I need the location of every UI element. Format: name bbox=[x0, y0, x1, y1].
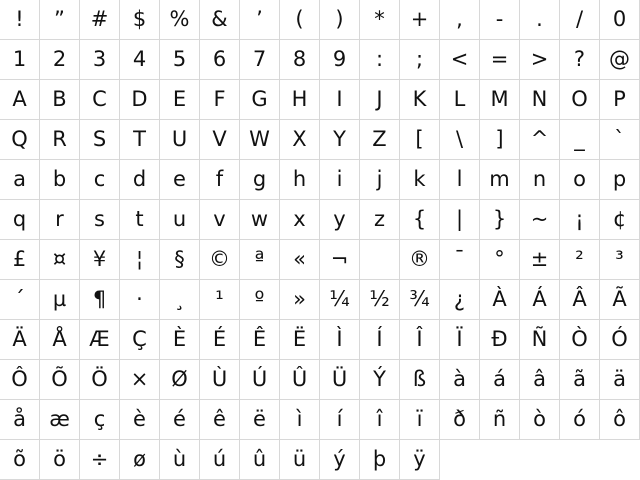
glyph-cell[interactable]: L bbox=[440, 80, 480, 120]
glyph-cell[interactable]: 8 bbox=[280, 40, 320, 80]
glyph-cell[interactable] bbox=[360, 240, 400, 280]
glyph-cell[interactable]: ³ bbox=[600, 240, 640, 280]
glyph-cell[interactable]: K bbox=[400, 80, 440, 120]
glyph-cell[interactable]: 5 bbox=[160, 40, 200, 80]
glyph-cell[interactable]: ¶ bbox=[80, 280, 120, 320]
glyph-cell[interactable]: b bbox=[40, 160, 80, 200]
glyph-cell[interactable]: § bbox=[160, 240, 200, 280]
glyph-cell[interactable]: d bbox=[120, 160, 160, 200]
glyph-cell[interactable]: M bbox=[480, 80, 520, 120]
glyph-cell[interactable]: Ç bbox=[120, 320, 160, 360]
glyph-cell[interactable]: 9 bbox=[320, 40, 360, 80]
empty-cell bbox=[560, 440, 600, 480]
glyph-cell[interactable]: Â bbox=[560, 280, 600, 320]
glyph-cell[interactable]: Ô bbox=[0, 360, 40, 400]
glyph-cell[interactable]: Ì bbox=[320, 320, 360, 360]
empty-cell bbox=[600, 440, 640, 480]
glyph-cell[interactable]: ´ bbox=[0, 280, 40, 320]
glyph-cell[interactable]: £ bbox=[0, 240, 40, 280]
glyph-cell[interactable]: C bbox=[80, 80, 120, 120]
glyph-cell[interactable]: í bbox=[320, 400, 360, 440]
glyph-cell[interactable]: S bbox=[80, 120, 120, 160]
glyph-cell[interactable]: ¸ bbox=[160, 280, 200, 320]
glyph-cell[interactable]: ¼ bbox=[320, 280, 360, 320]
glyph-cell[interactable]: · bbox=[120, 280, 160, 320]
glyph-cell[interactable]: Ë bbox=[280, 320, 320, 360]
glyph-cell[interactable]: Õ bbox=[40, 360, 80, 400]
glyph-cell[interactable]: Ä bbox=[0, 320, 40, 360]
glyph-cell[interactable]: º bbox=[240, 280, 280, 320]
glyph-cell[interactable]: e bbox=[160, 160, 200, 200]
glyph-cell[interactable]: F bbox=[200, 80, 240, 120]
glyph-cell[interactable]: y bbox=[320, 200, 360, 240]
glyph-cell[interactable]: ® bbox=[400, 240, 440, 280]
glyph-cell[interactable]: ¿ bbox=[440, 280, 480, 320]
glyph-cell[interactable]: Ú bbox=[240, 360, 280, 400]
glyph-cell[interactable]: E bbox=[160, 80, 200, 120]
glyph-cell[interactable]: ¬ bbox=[320, 240, 360, 280]
glyph-cell[interactable]: ) bbox=[320, 0, 360, 40]
glyph-cell[interactable]: . bbox=[520, 0, 560, 40]
glyph-cell[interactable]: ? bbox=[560, 40, 600, 80]
glyph-cell[interactable]: ó bbox=[560, 400, 600, 440]
glyph-cell[interactable]: - bbox=[480, 0, 520, 40]
glyph-cell[interactable]: l bbox=[440, 160, 480, 200]
glyph-cell[interactable]: ï bbox=[400, 400, 440, 440]
glyph-cell[interactable]: r bbox=[40, 200, 80, 240]
glyph-cell[interactable]: Ö bbox=[80, 360, 120, 400]
glyph-cell[interactable]: ø bbox=[120, 440, 160, 480]
glyph-cell[interactable]: ~ bbox=[520, 200, 560, 240]
glyph-cell[interactable]: G bbox=[240, 80, 280, 120]
glyph-cell[interactable]: $ bbox=[120, 0, 160, 40]
glyph-cell[interactable]: z bbox=[360, 200, 400, 240]
glyph-cell[interactable]: Ù bbox=[200, 360, 240, 400]
glyph-cell[interactable]: Ò bbox=[560, 320, 600, 360]
glyph-cell[interactable]: w bbox=[240, 200, 280, 240]
glyph-cell[interactable]: å bbox=[0, 400, 40, 440]
glyph-cell[interactable]: ß bbox=[400, 360, 440, 400]
glyph-cell[interactable]: ò bbox=[520, 400, 560, 440]
glyph-cell[interactable]: * bbox=[360, 0, 400, 40]
glyph-cell[interactable]: ; bbox=[400, 40, 440, 80]
glyph-cell[interactable]: R bbox=[40, 120, 80, 160]
glyph-cell[interactable]: / bbox=[560, 0, 600, 40]
glyph-cell[interactable]: ý bbox=[320, 440, 360, 480]
glyph-cell[interactable]: H bbox=[280, 80, 320, 120]
glyph-cell[interactable]: , bbox=[440, 0, 480, 40]
glyph-cell[interactable]: I bbox=[320, 80, 360, 120]
glyph-cell[interactable]: ô bbox=[600, 400, 640, 440]
glyph-cell[interactable]: t bbox=[120, 200, 160, 240]
glyph-cell[interactable]: k bbox=[400, 160, 440, 200]
glyph-cell[interactable]: > bbox=[520, 40, 560, 80]
glyph-cell[interactable]: # bbox=[80, 0, 120, 40]
glyph-cell[interactable]: ’ bbox=[240, 0, 280, 40]
glyph-cell[interactable]: p bbox=[600, 160, 640, 200]
glyph-cell[interactable]: ù bbox=[160, 440, 200, 480]
glyph-cell[interactable]: â bbox=[520, 360, 560, 400]
glyph-cell[interactable]: Î bbox=[400, 320, 440, 360]
glyph-cell[interactable]: ½ bbox=[360, 280, 400, 320]
empty-cell bbox=[480, 440, 520, 480]
glyph-cell[interactable]: ¾ bbox=[400, 280, 440, 320]
glyph-cell[interactable]: ! bbox=[0, 0, 40, 40]
glyph-cell[interactable]: u bbox=[160, 200, 200, 240]
glyph-cell[interactable]: ( bbox=[280, 0, 320, 40]
glyph-cell[interactable]: & bbox=[200, 0, 240, 40]
glyph-cell[interactable]: X bbox=[280, 120, 320, 160]
glyph-cell[interactable]: D bbox=[120, 80, 160, 120]
glyph-cell[interactable]: } bbox=[480, 200, 520, 240]
glyph-cell[interactable]: Ø bbox=[160, 360, 200, 400]
glyph-cell[interactable]: ¦ bbox=[120, 240, 160, 280]
glyph-cell[interactable]: A bbox=[0, 80, 40, 120]
empty-cell bbox=[440, 440, 480, 480]
glyph-cell[interactable]: Ñ bbox=[520, 320, 560, 360]
glyph-cell[interactable]: È bbox=[160, 320, 200, 360]
empty-cell bbox=[520, 440, 560, 480]
glyph-cell[interactable]: Á bbox=[520, 280, 560, 320]
glyph-cell[interactable]: | bbox=[440, 200, 480, 240]
glyph-cell[interactable]: O bbox=[560, 80, 600, 120]
glyph-cell[interactable]: » bbox=[280, 280, 320, 320]
glyph-cell[interactable]: Ã bbox=[600, 280, 640, 320]
glyph-cell[interactable]: h bbox=[280, 160, 320, 200]
glyph-cell[interactable]: Ï bbox=[440, 320, 480, 360]
glyph-cell[interactable]: : bbox=[360, 40, 400, 80]
glyph-cell[interactable]: ¤ bbox=[40, 240, 80, 280]
glyph-cell[interactable]: g bbox=[240, 160, 280, 200]
glyph-cell[interactable]: « bbox=[280, 240, 320, 280]
glyph-cell[interactable]: ü bbox=[280, 440, 320, 480]
glyph-cell[interactable]: ç bbox=[80, 400, 120, 440]
glyph-cell[interactable]: ª bbox=[240, 240, 280, 280]
glyph-cell[interactable]: _ bbox=[560, 120, 600, 160]
glyph-cell[interactable]: q bbox=[0, 200, 40, 240]
glyph-cell[interactable]: P bbox=[600, 80, 640, 120]
glyph-cell[interactable]: ñ bbox=[480, 400, 520, 440]
glyph-cell[interactable]: Û bbox=[280, 360, 320, 400]
glyph-cell[interactable]: N bbox=[520, 80, 560, 120]
glyph-cell[interactable]: ã bbox=[560, 360, 600, 400]
glyph-cell[interactable]: Ý bbox=[360, 360, 400, 400]
glyph-cell[interactable]: ^ bbox=[520, 120, 560, 160]
glyph-cell[interactable]: ] bbox=[480, 120, 520, 160]
glyph-cell[interactable]: õ bbox=[0, 440, 40, 480]
glyph-cell[interactable]: © bbox=[200, 240, 240, 280]
glyph-cell[interactable]: 0 bbox=[600, 0, 640, 40]
glyph-cell[interactable]: s bbox=[80, 200, 120, 240]
glyph-cell[interactable]: 3 bbox=[80, 40, 120, 80]
glyph-cell[interactable]: À bbox=[480, 280, 520, 320]
glyph-cell[interactable]: < bbox=[440, 40, 480, 80]
glyph-cell[interactable]: Í bbox=[360, 320, 400, 360]
glyph-cell[interactable]: Q bbox=[0, 120, 40, 160]
glyph-cell[interactable]: ä bbox=[600, 360, 640, 400]
glyph-cell[interactable]: ¯ bbox=[440, 240, 480, 280]
glyph-cell[interactable]: = bbox=[480, 40, 520, 80]
glyph-cell[interactable]: @ bbox=[600, 40, 640, 80]
glyph-cell[interactable]: % bbox=[160, 0, 200, 40]
glyph-cell[interactable]: ± bbox=[520, 240, 560, 280]
glyph-cell[interactable]: ê bbox=[200, 400, 240, 440]
glyph-cell[interactable]: a bbox=[0, 160, 40, 200]
glyph-cell[interactable]: B bbox=[40, 80, 80, 120]
glyph-cell[interactable]: [ bbox=[400, 120, 440, 160]
glyph-cell[interactable]: ë bbox=[240, 400, 280, 440]
glyph-cell[interactable]: ¥ bbox=[80, 240, 120, 280]
glyph-cell[interactable]: 2 bbox=[40, 40, 80, 80]
glyph-cell[interactable]: é bbox=[160, 400, 200, 440]
glyph-cell[interactable]: ¢ bbox=[600, 200, 640, 240]
glyph-cell[interactable]: x bbox=[280, 200, 320, 240]
glyph-cell[interactable]: ÿ bbox=[400, 440, 440, 480]
glyph-cell[interactable]: Ð bbox=[480, 320, 520, 360]
glyph-cell[interactable]: V bbox=[200, 120, 240, 160]
glyph-cell[interactable]: Z bbox=[360, 120, 400, 160]
glyph-cell[interactable]: ” bbox=[40, 0, 80, 40]
glyph-cell[interactable]: ² bbox=[560, 240, 600, 280]
glyph-cell[interactable]: Ü bbox=[320, 360, 360, 400]
glyph-cell[interactable]: 6 bbox=[200, 40, 240, 80]
glyph-cell[interactable]: J bbox=[360, 80, 400, 120]
glyph-cell[interactable]: µ bbox=[40, 280, 80, 320]
glyph-cell[interactable]: þ bbox=[360, 440, 400, 480]
glyph-cell[interactable]: U bbox=[160, 120, 200, 160]
glyph-cell[interactable]: à bbox=[440, 360, 480, 400]
glyph-cell[interactable]: + bbox=[400, 0, 440, 40]
glyph-cell[interactable]: Æ bbox=[80, 320, 120, 360]
glyph-cell[interactable]: f bbox=[200, 160, 240, 200]
glyph-cell[interactable]: i bbox=[320, 160, 360, 200]
glyph-cell[interactable]: ° bbox=[480, 240, 520, 280]
glyph-cell[interactable]: ` bbox=[600, 120, 640, 160]
glyph-cell[interactable]: T bbox=[120, 120, 160, 160]
glyph-cell[interactable]: Ê bbox=[240, 320, 280, 360]
glyph-cell[interactable]: m bbox=[480, 160, 520, 200]
glyph-cell[interactable]: { bbox=[400, 200, 440, 240]
glyph-cell[interactable]: û bbox=[240, 440, 280, 480]
glyph-cell[interactable]: è bbox=[120, 400, 160, 440]
glyph-cell[interactable]: c bbox=[80, 160, 120, 200]
glyph-cell[interactable]: ì bbox=[280, 400, 320, 440]
glyph-cell[interactable]: á bbox=[480, 360, 520, 400]
glyph-cell[interactable]: Ó bbox=[600, 320, 640, 360]
glyph-cell[interactable]: Y bbox=[320, 120, 360, 160]
glyph-cell[interactable]: j bbox=[360, 160, 400, 200]
glyph-cell[interactable]: 7 bbox=[240, 40, 280, 80]
glyph-cell[interactable]: É bbox=[200, 320, 240, 360]
glyph-cell[interactable]: v bbox=[200, 200, 240, 240]
glyph-cell[interactable]: × bbox=[120, 360, 160, 400]
glyph-cell[interactable]: Å bbox=[40, 320, 80, 360]
glyph-cell[interactable]: \ bbox=[440, 120, 480, 160]
glyph-cell[interactable]: ú bbox=[200, 440, 240, 480]
glyph-cell[interactable]: ð bbox=[440, 400, 480, 440]
glyph-cell[interactable]: ¡ bbox=[560, 200, 600, 240]
glyph-cell[interactable]: W bbox=[240, 120, 280, 160]
glyph-cell[interactable]: î bbox=[360, 400, 400, 440]
glyph-cell[interactable]: 1 bbox=[0, 40, 40, 80]
glyph-cell[interactable]: 4 bbox=[120, 40, 160, 80]
glyph-cell[interactable]: n bbox=[520, 160, 560, 200]
glyph-cell[interactable]: ö bbox=[40, 440, 80, 480]
glyph-cell[interactable]: ÷ bbox=[80, 440, 120, 480]
glyph-cell[interactable]: o bbox=[560, 160, 600, 200]
glyph-cell[interactable]: æ bbox=[40, 400, 80, 440]
glyph-cell[interactable]: ¹ bbox=[200, 280, 240, 320]
